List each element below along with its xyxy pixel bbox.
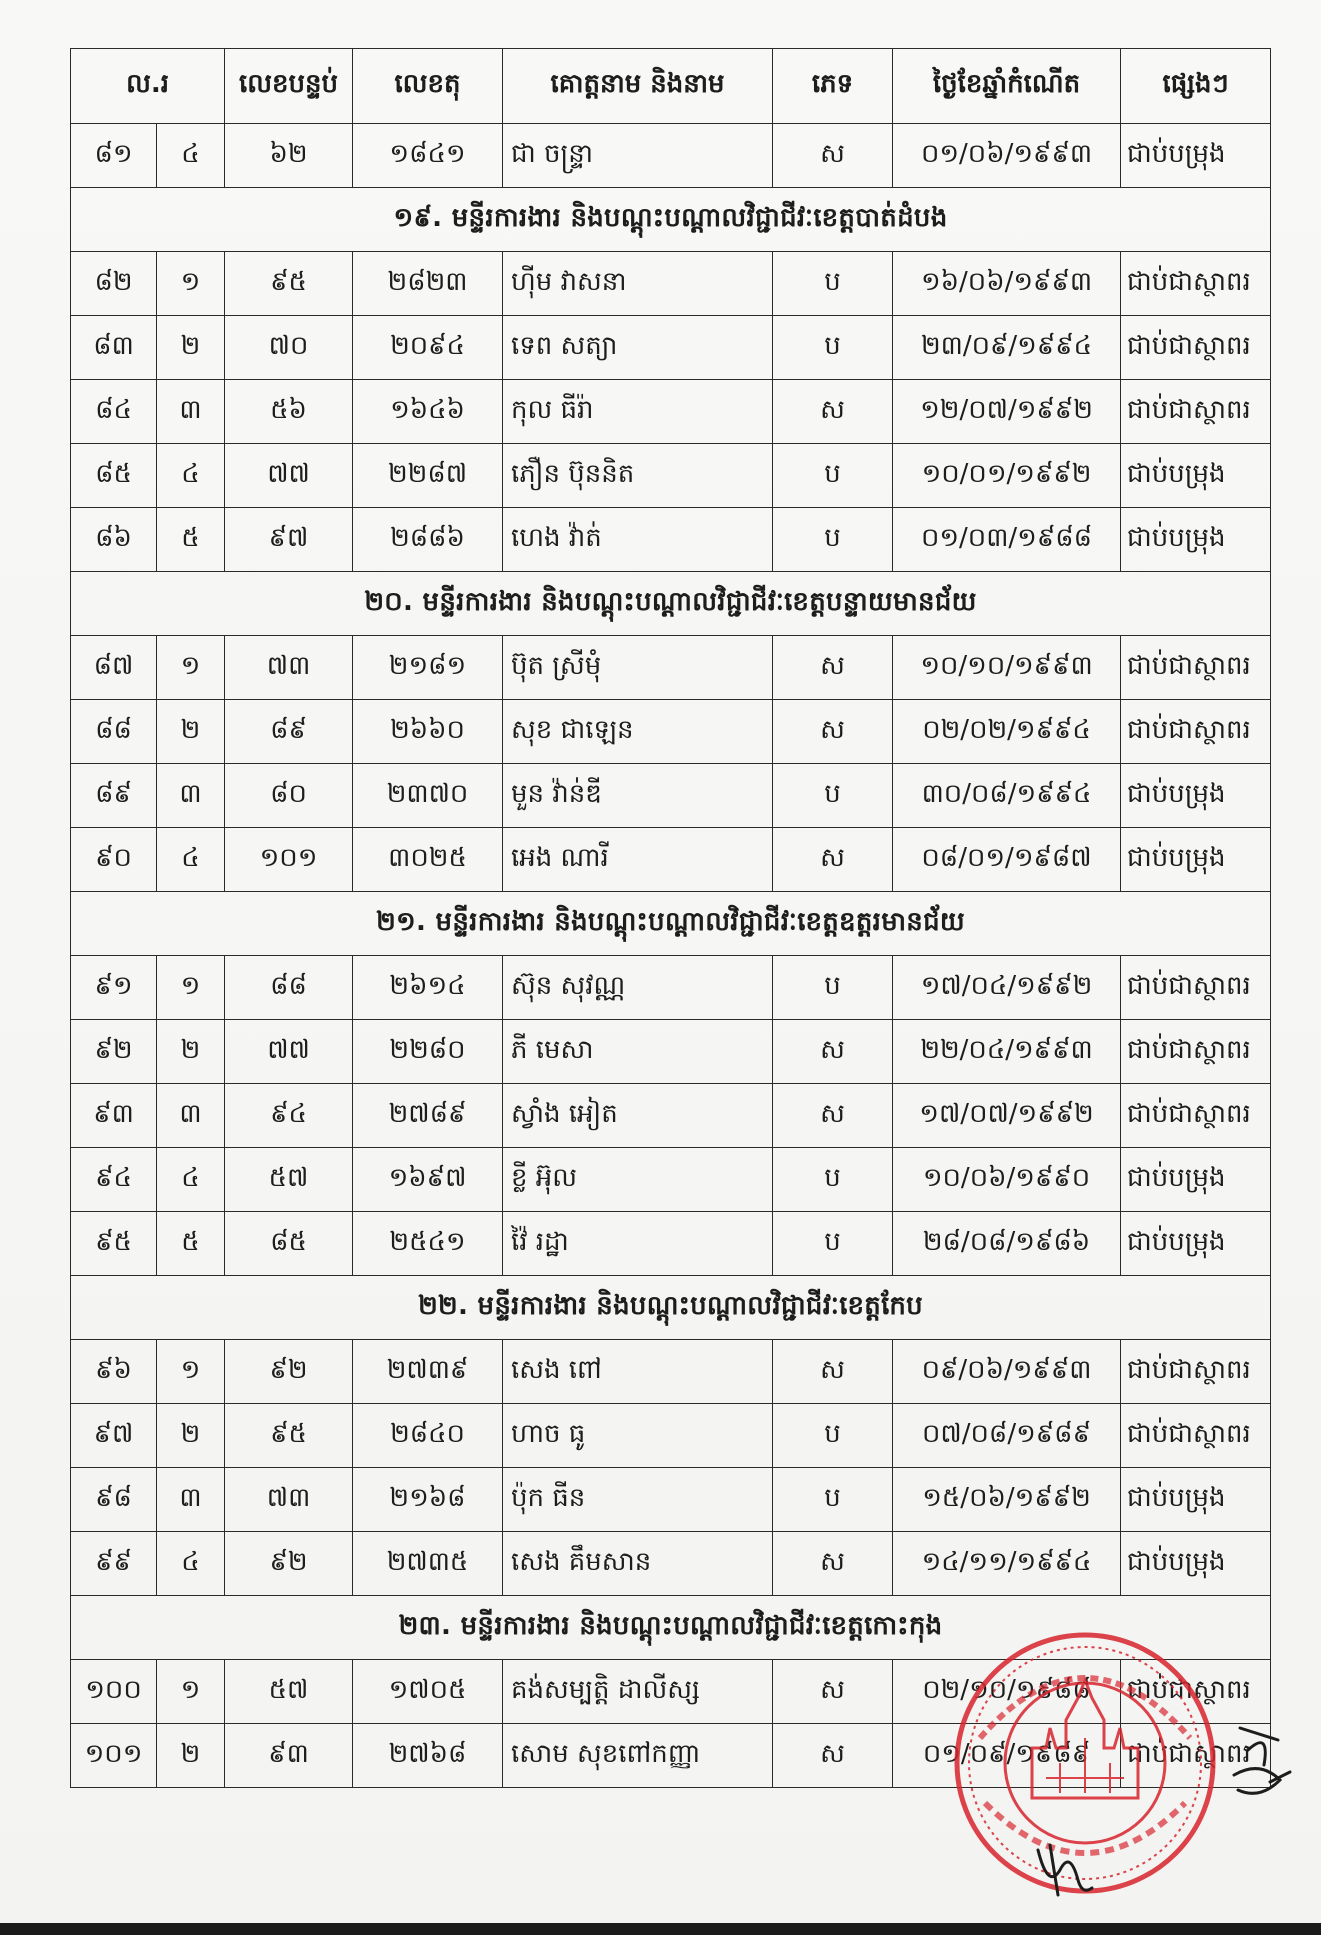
seat-number: ២២៨០ bbox=[353, 1020, 503, 1084]
seat-number: ៣០២៥ bbox=[353, 828, 503, 892]
seat-number: ២៥៤១ bbox=[353, 1212, 503, 1276]
section-index: ៣ bbox=[157, 1084, 225, 1148]
seat-number: ២៦១៤ bbox=[353, 956, 503, 1020]
full-name: មួន វ៉ាន់ឌី bbox=[503, 764, 773, 828]
room-number: ៨៨ bbox=[225, 956, 353, 1020]
section-index: ៤ bbox=[157, 1148, 225, 1212]
full-name: ហេង វ៉ាត់ bbox=[503, 508, 773, 572]
result-note: ជាប់ជាស្ថាពរ bbox=[1121, 1660, 1271, 1724]
room-number: ៧៣ bbox=[225, 636, 353, 700]
seat-number: ២៧៨៩ bbox=[353, 1084, 503, 1148]
section-header-row bbox=[71, 572, 1271, 636]
section-index: ៤ bbox=[157, 124, 225, 188]
sex: ប bbox=[773, 444, 893, 508]
full-name: ប៉ុក ធីន bbox=[503, 1468, 773, 1532]
section-index: ៣ bbox=[157, 380, 225, 444]
row-number: ៩៤ bbox=[71, 1148, 157, 1212]
full-name: ភី មេសា bbox=[503, 1020, 773, 1084]
header-dob: ថ្ងៃខែឆ្នាំកំណើត bbox=[893, 49, 1121, 124]
row-number: ៨៨ bbox=[71, 700, 157, 764]
section-index: ១ bbox=[157, 956, 225, 1020]
seat-number: ១៧០៥ bbox=[353, 1660, 503, 1724]
result-note: ជាប់បម្រុង bbox=[1121, 444, 1271, 508]
sex: ប bbox=[773, 252, 893, 316]
row-number: ៩៧ bbox=[71, 1404, 157, 1468]
section-index: ២ bbox=[157, 1404, 225, 1468]
row-number: ៨២ bbox=[71, 252, 157, 316]
result-note: ជាប់ជាស្ថាពរ bbox=[1121, 1084, 1271, 1148]
sex: ប bbox=[773, 956, 893, 1020]
full-name: ហ៊ីម វាសនា bbox=[503, 252, 773, 316]
header-room: លេខបន្ទប់ bbox=[225, 49, 353, 124]
result-note: ជាប់បម្រុង bbox=[1121, 1148, 1271, 1212]
seat-number: ២៦៦០ bbox=[353, 700, 503, 764]
room-number: ៥៧ bbox=[225, 1148, 353, 1212]
sex: ស bbox=[773, 124, 893, 188]
scan-bottom-edge bbox=[0, 1923, 1321, 1935]
seat-number: ២៧៦៨ bbox=[353, 1724, 503, 1788]
result-note: ជាប់បម្រុង bbox=[1121, 1468, 1271, 1532]
date-of-birth: ១៧/០៧/១៩៩២ bbox=[893, 1084, 1121, 1148]
section-index: ២ bbox=[157, 316, 225, 380]
row-number: ៨១ bbox=[71, 124, 157, 188]
header-name: គោត្តនាម និងនាម bbox=[503, 49, 773, 124]
room-number: ៧៣ bbox=[225, 1468, 353, 1532]
room-number: ៥៦ bbox=[225, 380, 353, 444]
section-index: ៥ bbox=[157, 508, 225, 572]
section-index: ៤ bbox=[157, 828, 225, 892]
section-index: ១ bbox=[157, 252, 225, 316]
room-number: ៧៧ bbox=[225, 444, 353, 508]
full-name: កុល ធីរ៉ា bbox=[503, 380, 773, 444]
full-name: ប៊ុត ស្រីមុំ bbox=[503, 636, 773, 700]
room-number: ៨៥ bbox=[225, 1212, 353, 1276]
section-index: ២ bbox=[157, 1020, 225, 1084]
row-number: ៨៧ bbox=[71, 636, 157, 700]
section-header-row bbox=[71, 188, 1271, 252]
table-row bbox=[71, 252, 1271, 316]
seat-number: ១៦៩៧ bbox=[353, 1148, 503, 1212]
table-header-row bbox=[71, 49, 1271, 124]
seat-number: ១៦៤៦ bbox=[353, 380, 503, 444]
row-number: ៩៩ bbox=[71, 1532, 157, 1596]
sex: ប bbox=[773, 1468, 893, 1532]
sex: ស bbox=[773, 1340, 893, 1404]
table-body bbox=[71, 124, 1271, 1788]
result-note: ជាប់ជាស្ថាពរ bbox=[1121, 316, 1271, 380]
date-of-birth: ៣០/០៨/១៩៩៤ bbox=[893, 764, 1121, 828]
seat-number: ២៧៣៥ bbox=[353, 1532, 503, 1596]
row-number: ៨៥ bbox=[71, 444, 157, 508]
section-index: ១ bbox=[157, 636, 225, 700]
table-row bbox=[71, 956, 1271, 1020]
date-of-birth: ០១/០៩/១៩៨៩ bbox=[893, 1724, 1121, 1788]
full-name: ហាច ធូ bbox=[503, 1404, 773, 1468]
full-name: អេង ណារី bbox=[503, 828, 773, 892]
date-of-birth: ០៧/០៨/១៩៨៩ bbox=[893, 1404, 1121, 1468]
table-row bbox=[71, 636, 1271, 700]
room-number: ៧០ bbox=[225, 316, 353, 380]
full-name: វ៉ៃ រដ្ឋា bbox=[503, 1212, 773, 1276]
room-number: ៧៧ bbox=[225, 1020, 353, 1084]
date-of-birth: ០២/០២/១៩៩៤ bbox=[893, 700, 1121, 764]
section-title: ២៣. មន្ទីរការងារ និងបណ្តុះបណ្តាលវិជ្ជាជីវៈខេត្តកោះកុង bbox=[71, 1596, 1271, 1660]
full-name: ស្វាំង អៀត bbox=[503, 1084, 773, 1148]
room-number: ៩២ bbox=[225, 1340, 353, 1404]
date-of-birth: ០៩/០៦/១៩៩៣ bbox=[893, 1340, 1121, 1404]
sex: ស bbox=[773, 1660, 893, 1724]
date-of-birth: ១៧/០៤/១៩៩២ bbox=[893, 956, 1121, 1020]
header-no: ល.រ bbox=[71, 49, 225, 124]
section-title: ២២. មន្ទីរការងារ និងបណ្តុះបណ្តាលវិជ្ជាជីវៈខេត្តកែប bbox=[71, 1276, 1271, 1340]
row-number: ៩៨ bbox=[71, 1468, 157, 1532]
signature-mark bbox=[1220, 1720, 1310, 1810]
seat-number: ២៣៧០ bbox=[353, 764, 503, 828]
table-row bbox=[71, 444, 1271, 508]
table-row bbox=[71, 124, 1271, 188]
result-note: ជាប់បម្រុង bbox=[1121, 764, 1271, 828]
full-name: សោម សុខពៅកញ្ញា bbox=[503, 1724, 773, 1788]
date-of-birth: ២៨/០៨/១៩៨៦ bbox=[893, 1212, 1121, 1276]
date-of-birth: ០៨/០១/១៩៨៧ bbox=[893, 828, 1121, 892]
table-row bbox=[71, 316, 1271, 380]
sex: ប bbox=[773, 1148, 893, 1212]
table-row bbox=[71, 1468, 1271, 1532]
sex: ស bbox=[773, 1532, 893, 1596]
result-note: ជាប់ជាស្ថាពរ bbox=[1121, 1724, 1271, 1788]
result-note: ជាប់ជាស្ថាពរ bbox=[1121, 636, 1271, 700]
sex: ស bbox=[773, 380, 893, 444]
sex: ស bbox=[773, 636, 893, 700]
row-number: ៨៩ bbox=[71, 764, 157, 828]
header-seat: លេខតុ bbox=[353, 49, 503, 124]
seat-number: ១៨៤១ bbox=[353, 124, 503, 188]
table-row bbox=[71, 828, 1271, 892]
result-note: ជាប់ជាស្ថាពរ bbox=[1121, 1020, 1271, 1084]
section-index: ១ bbox=[157, 1660, 225, 1724]
room-number: ៩២ bbox=[225, 1532, 353, 1596]
result-note: ជាប់ជាស្ថាពរ bbox=[1121, 252, 1271, 316]
section-index: ៥ bbox=[157, 1212, 225, 1276]
result-note: ជាប់ជាស្ថាពរ bbox=[1121, 700, 1271, 764]
section-index: ៤ bbox=[157, 444, 225, 508]
row-number: ១០១ bbox=[71, 1724, 157, 1788]
result-note: ជាប់ជាស្ថាពរ bbox=[1121, 1340, 1271, 1404]
date-of-birth: ១២/០៧/១៩៩២ bbox=[893, 380, 1121, 444]
full-name: គង់សម្បត្តិ ដាលីស្ស bbox=[503, 1660, 773, 1724]
full-name: ជា ចន្ទ្រា bbox=[503, 124, 773, 188]
table-row bbox=[71, 1212, 1271, 1276]
seat-number: ២១៨១ bbox=[353, 636, 503, 700]
date-of-birth: ១៥/០៦/១៩៩២ bbox=[893, 1468, 1121, 1532]
sex: ស bbox=[773, 700, 893, 764]
sex: ស bbox=[773, 1020, 893, 1084]
seat-number: ២៨២៣ bbox=[353, 252, 503, 316]
room-number: ៩៥ bbox=[225, 252, 353, 316]
seat-number: ២៨៨៦ bbox=[353, 508, 503, 572]
sex: ប bbox=[773, 1404, 893, 1468]
seat-number: ២២៨៧ bbox=[353, 444, 503, 508]
table-row bbox=[71, 700, 1271, 764]
date-of-birth: ០២/១០/១៩៨៨ bbox=[893, 1660, 1121, 1724]
section-index: ៤ bbox=[157, 1532, 225, 1596]
room-number: ៩៣ bbox=[225, 1724, 353, 1788]
section-index: ២ bbox=[157, 700, 225, 764]
date-of-birth: ២៣/០៩/១៩៩៤ bbox=[893, 316, 1121, 380]
section-title: ១៩. មន្ទីរការងារ និងបណ្តុះបណ្តាលវិជ្ជាជីវៈខេត្តបាត់ដំបង bbox=[71, 188, 1271, 252]
section-index: ៣ bbox=[157, 764, 225, 828]
initials-mark bbox=[1030, 1840, 1100, 1900]
date-of-birth: ១០/១០/១៩៩៣ bbox=[893, 636, 1121, 700]
room-number: ៨៩ bbox=[225, 700, 353, 764]
row-number: ៩៦ bbox=[71, 1340, 157, 1404]
full-name: ទេព សត្យា bbox=[503, 316, 773, 380]
seat-number: ២៧៣៩ bbox=[353, 1340, 503, 1404]
room-number: ៨០ bbox=[225, 764, 353, 828]
row-number: ៨៤ bbox=[71, 380, 157, 444]
row-number: ៩០ bbox=[71, 828, 157, 892]
sex: ប bbox=[773, 508, 893, 572]
table-row bbox=[71, 1020, 1271, 1084]
section-index: ២ bbox=[157, 1724, 225, 1788]
section-header-row bbox=[71, 1276, 1271, 1340]
date-of-birth: ០១/០៣/១៩៨៨ bbox=[893, 508, 1121, 572]
row-number: ៩៣ bbox=[71, 1084, 157, 1148]
result-note: ជាប់បម្រុង bbox=[1121, 508, 1271, 572]
sex: ស bbox=[773, 828, 893, 892]
room-number: ៩៤ bbox=[225, 1084, 353, 1148]
seat-number: ២០៩៤ bbox=[353, 316, 503, 380]
full-name: ខ្លី អ៊ុល bbox=[503, 1148, 773, 1212]
room-number: ៩៧ bbox=[225, 508, 353, 572]
row-number: ១០០ bbox=[71, 1660, 157, 1724]
room-number: ៥៧ bbox=[225, 1660, 353, 1724]
seat-number: ២៨៤០ bbox=[353, 1404, 503, 1468]
sex: ស bbox=[773, 1724, 893, 1788]
table-row bbox=[71, 764, 1271, 828]
table-row bbox=[71, 1148, 1271, 1212]
table-row bbox=[71, 380, 1271, 444]
date-of-birth: ០១/០៦/១៩៩៣ bbox=[893, 124, 1121, 188]
date-of-birth: ២២/០៤/១៩៩៣ bbox=[893, 1020, 1121, 1084]
sex: ប bbox=[773, 1212, 893, 1276]
full-name: សុខ ជាឡេន bbox=[503, 700, 773, 764]
full-name: ស៊ុន សុវណ្ណ bbox=[503, 956, 773, 1020]
row-number: ៩៥ bbox=[71, 1212, 157, 1276]
table-row bbox=[71, 1532, 1271, 1596]
sex: ប bbox=[773, 764, 893, 828]
date-of-birth: ១៦/០៦/១៩៩៣ bbox=[893, 252, 1121, 316]
section-title: ២០. មន្ទីរការងារ និងបណ្តុះបណ្តាលវិជ្ជាជីវៈខេត្តបន្ទាយមានជ័យ bbox=[71, 572, 1271, 636]
date-of-birth: ១០/០១/១៩៩២ bbox=[893, 444, 1121, 508]
table-row bbox=[71, 1340, 1271, 1404]
header-other: ផ្សេងៗ bbox=[1121, 49, 1271, 124]
result-note: ជាប់ជាស្ថាពរ bbox=[1121, 380, 1271, 444]
section-header-row bbox=[71, 892, 1271, 956]
section-index: ៣ bbox=[157, 1468, 225, 1532]
result-note: ជាប់បម្រុង bbox=[1121, 1532, 1271, 1596]
header-sex: ភេទ bbox=[773, 49, 893, 124]
section-title: ២១. មន្ទីរការងារ និងបណ្តុះបណ្តាលវិជ្ជាជីវៈខេត្តឧត្តរមានជ័យ bbox=[71, 892, 1271, 956]
row-number: ៩១ bbox=[71, 956, 157, 1020]
table-row bbox=[71, 1404, 1271, 1468]
seat-number: ២១៦៨ bbox=[353, 1468, 503, 1532]
room-number: ១០១ bbox=[225, 828, 353, 892]
row-number: ៨៣ bbox=[71, 316, 157, 380]
sex: ប bbox=[773, 316, 893, 380]
room-number: ៦២ bbox=[225, 124, 353, 188]
results-table bbox=[70, 48, 1271, 1788]
result-note: ជាប់បម្រុង bbox=[1121, 124, 1271, 188]
row-number: ៨៦ bbox=[71, 508, 157, 572]
result-note: ជាប់ជាស្ថាពរ bbox=[1121, 956, 1271, 1020]
section-index: ១ bbox=[157, 1340, 225, 1404]
full-name: សេង គឹមសាន bbox=[503, 1532, 773, 1596]
result-note: ជាប់ជាស្ថាពរ bbox=[1121, 1404, 1271, 1468]
full-name: ភឿន ប៊ុននិត bbox=[503, 444, 773, 508]
row-number: ៩២ bbox=[71, 1020, 157, 1084]
table-row bbox=[71, 1084, 1271, 1148]
table-row bbox=[71, 508, 1271, 572]
date-of-birth: ១០/០៦/១៩៩០ bbox=[893, 1148, 1121, 1212]
result-note: ជាប់បម្រុង bbox=[1121, 1212, 1271, 1276]
sex: ស bbox=[773, 1084, 893, 1148]
result-note: ជាប់បម្រុង bbox=[1121, 828, 1271, 892]
date-of-birth: ១៤/១១/១៩៩៤ bbox=[893, 1532, 1121, 1596]
full-name: សេង ពៅ bbox=[503, 1340, 773, 1404]
room-number: ៩៥ bbox=[225, 1404, 353, 1468]
